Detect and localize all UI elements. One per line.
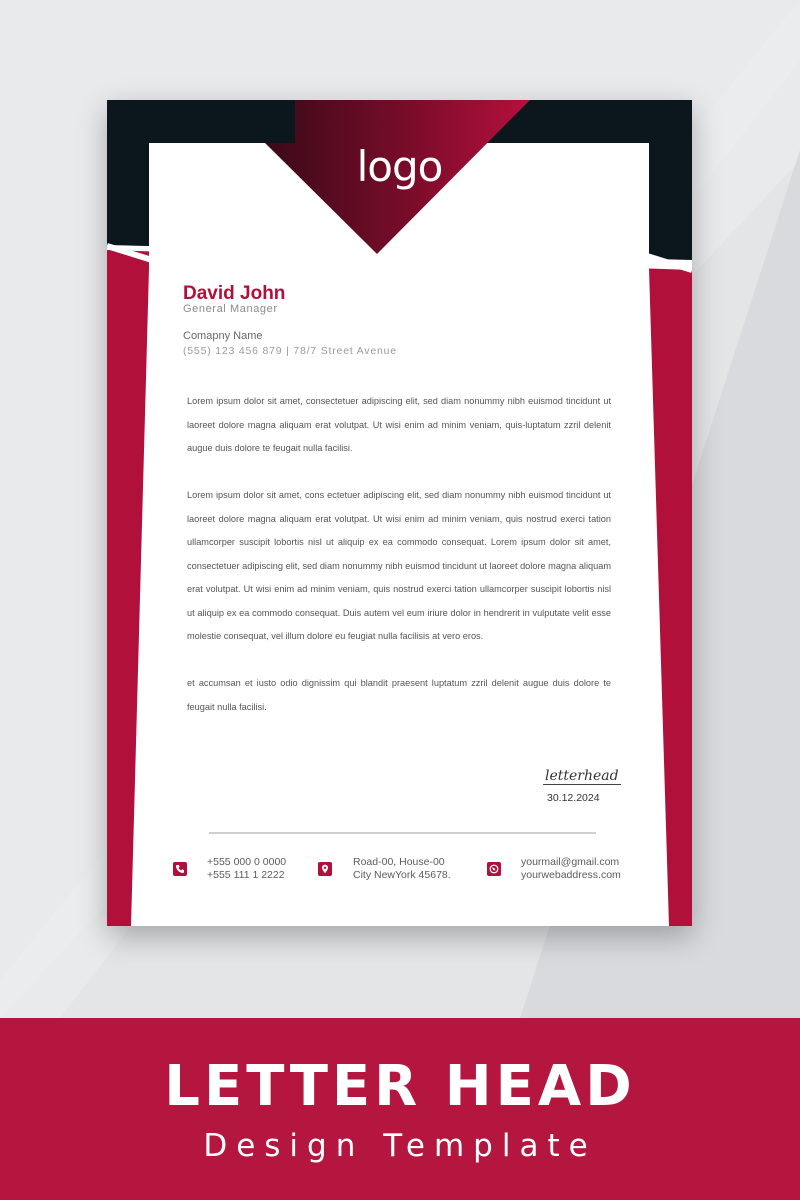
globe-icon	[487, 862, 501, 876]
footer-address	[353, 856, 451, 882]
footer-web	[521, 856, 621, 882]
paragraph-3: et accumsan et iusto odio dignissim qui blandit praesent luptatum zzril delenit augue duis dolore te feugait nulla facilisi.	[187, 678, 611, 712]
footer-divider	[209, 832, 596, 834]
footer-phone	[207, 856, 286, 882]
company-address: (555) 123 456 879 | 78/7 Street Avenue	[183, 345, 397, 357]
sender-name: David John	[183, 283, 286, 304]
sender-title: General Manager	[183, 303, 278, 315]
phone-line-1: +555 000 0 0000	[207, 856, 287, 868]
location-pin-icon	[318, 862, 332, 876]
banner-subtitle: Design Template	[203, 1128, 597, 1164]
signature: letterhead	[545, 768, 619, 784]
address-line-1: Road-00, House-00	[353, 856, 445, 868]
phone-icon	[173, 862, 187, 876]
address-line-2: City NewYork 45678.	[353, 869, 451, 881]
email-address: yourmail@gmail.com	[521, 856, 620, 868]
phone-line-2: +555 111 1 2222	[207, 869, 285, 881]
banner-title: LETTER HEAD	[164, 1054, 636, 1119]
letter-date: 30.12.2024	[547, 792, 600, 804]
letterhead-page	[107, 100, 692, 926]
logo: logo	[356, 142, 443, 191]
paragraph-1: Lorem ipsum dolor sit amet, consectetuer adipiscing elit, sed diam nonummy nibh euismod tincidunt ut laoreet dolore magna aliquam erat volutpat. Ut wisi enim ad minim veniam, quis-luptatum zzril delenit augue duis dolore te feugait nulla facilisi.	[187, 396, 611, 453]
company-name: Comapny Name	[183, 330, 263, 342]
paragraph-2: Lorem ipsum dolor sit amet, cons ectetuer adipiscing elit, sed diam nonummy nibh euismod tincidunt ut laoreet dolore magna aliquam erat volutpat. Ut wisi enim ad minim veniam, quis nostrud exerci tation ullamcorper suscipit lobortis nisl ut aliquip ex ea commodo consequat. Lorem ipsum dolor sit amet, consectetuer adipiscing elit, sed diam nonummy nibh euismod tincidunt ut laoreet dolore magna aliquam erat volutpat. Ut wisi enim ad minim veniam, quis nostrud exerci tation ullamcorper suscipit lobortis nisl ut aliquip ex ea commodo consequat. Duis autem vel eum iriure dolor in hendrerit in vulputate velit esse molestie consequat, vel illum dolore eu feugiat nulla facilisis at vero eros.	[187, 490, 611, 641]
letter-body	[187, 390, 611, 743]
web-address: yourwebaddress.com	[521, 869, 621, 881]
